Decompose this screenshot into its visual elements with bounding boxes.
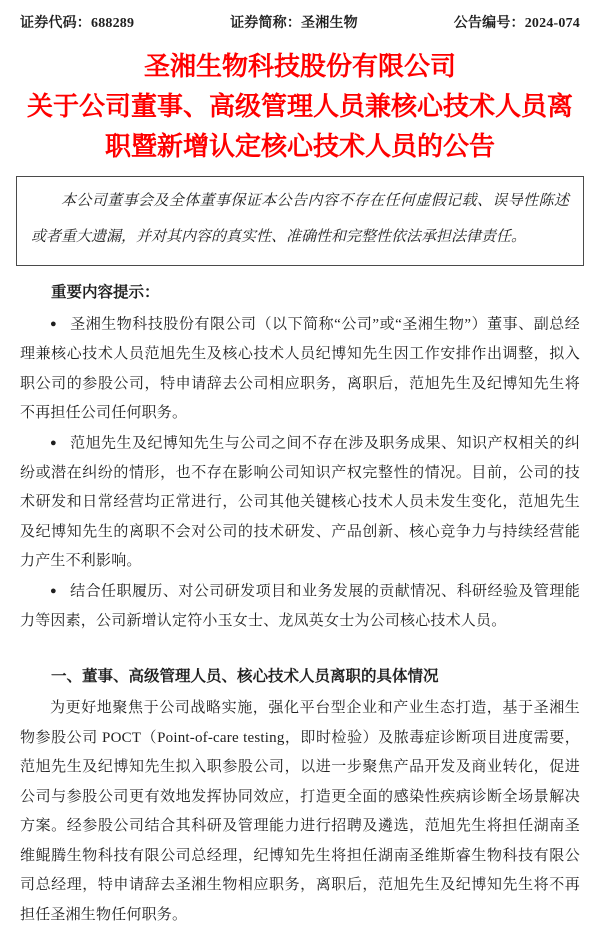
announcement-number: 公告编号：2024-074 — [453, 16, 580, 31]
document-title-line-1: 圣湘生物科技股份有限公司 — [143, 51, 456, 81]
important-notice-heading: 重要内容提示： — [51, 284, 160, 301]
stock-name: 证券简称：圣湘生物 — [230, 16, 358, 31]
board-disclaimer-text: 本公司董事会及全体董事保证本公告内容不存在任何虚假记载、误导性陈述或者重大遗漏，并对其内容的真实性、准确性和完整性依法承担法律责任。 — [31, 193, 569, 245]
stock-code: 证券代码：688289 — [20, 16, 135, 31]
document-title-line-3: 职暨新增认定核心技术人员的公告 — [104, 131, 495, 161]
bullet-icon: ● — [50, 584, 57, 597]
notice-bullet-1 — [20, 310, 580, 429]
document-meta-row — [20, 12, 580, 32]
notice-bullet-2 — [20, 429, 580, 577]
document-title — [20, 46, 580, 166]
notice-bullet-3-text: 结合任职履历、对公司研发项目和业务发展的贡献情况、科研经验及管理能力等因素，公司新增认定符小玉女士、龙凤英女士为公司核心技术人员。 — [20, 583, 580, 629]
bullet-icon: ● — [50, 318, 57, 330]
section-1-heading: 一、董事、高级管理人员、核心技术人员离职的具体情况 — [51, 668, 439, 685]
notice-bullet-2-text: 范旭先生及纪博知先生与公司之间不存在涉及职务成果、知识产权相关的纠纷或潜在纠纷的情形，也不存在影响公司知识产权完整性的情况。目前，公司的技术研发和日常经营均正常进行，公司其他关键核心技术人员未发生变化，范旭先生及纪博知先生的离职不会对公司的技术研发、产品创新、核心竞争力与持续经营能力产生不利影响。 — [20, 435, 580, 569]
board-disclaimer-box — [16, 176, 584, 266]
notice-bullet-1-text: 圣湘生物科技股份有限公司（以下简称“公司”或“圣湘生物”）董事、副总经理兼核心技术人员范旭先生及核心技术人员纪博知先生因工作安排作出调整，拟入职公司的参股公司，特申请辞去公司相应职务，离职后，范旭先生及纪博知先生将不再担任公司任何职务。 — [20, 316, 580, 421]
document-title-line-2: 关于公司董事、高级管理人员兼核心技术人员离 — [26, 91, 573, 121]
notice-bullet-3 — [20, 577, 580, 637]
bullet-icon: ● — [50, 436, 57, 449]
section-1-paragraph: 为更好地聚焦于公司战略实施，强化平台型企业和产业生态打造，基于圣湘生物参股公司 POCT（Point-of-care testing，即时检验）及脓毒症诊断项目进度需要，范旭先生及纪博知先生拟入职参股公司，以进一步聚焦产品开发及商业转化，促进公司与参股公司更有效地发挥协同效应，打造更全面的感染性疾病诊断全场景解决方案。经参股公司结合其科研及管理能力进行招聘及遴选，范旭先生将担任湖南圣维鲲腾生物科技有限公司总经理，纪博知先生将担任湖南圣维斯睿生物科技有限公司总经理，特申请辞去圣湘生物相应职务，离职后，范旭先生及纪博知先生将不再担任圣湘生物任何职务。 — [20, 700, 580, 923]
